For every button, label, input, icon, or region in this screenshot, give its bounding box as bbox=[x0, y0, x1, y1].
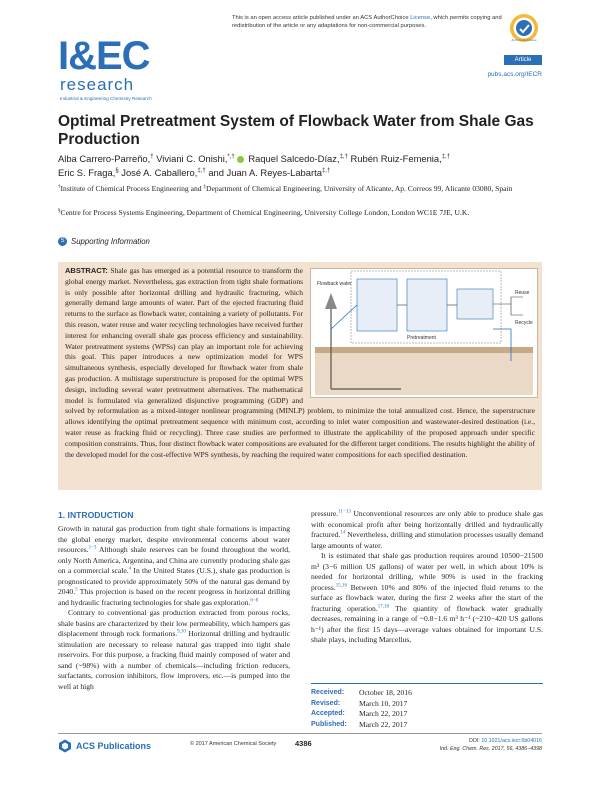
author-mark: ‡,† bbox=[339, 153, 348, 160]
toc-label: Pretreatment bbox=[407, 335, 436, 341]
open-access-note bbox=[232, 14, 507, 30]
author-name[interactable]: Eric S. Fraga, bbox=[58, 167, 116, 178]
acs-hexagon-icon bbox=[58, 739, 72, 753]
author-mark: ‡,† bbox=[441, 153, 451, 160]
date-value: March 22, 2017 bbox=[359, 709, 408, 719]
body-column-right bbox=[311, 509, 543, 646]
author-name[interactable]: and Juan A. Reyes-Labarta bbox=[208, 167, 322, 178]
date-row bbox=[311, 688, 543, 699]
date-value: March 10, 2017 bbox=[359, 698, 408, 708]
orcid-icon[interactable] bbox=[237, 156, 244, 163]
citation-link[interactable]: 5 bbox=[75, 587, 78, 593]
toc-label: Recycle bbox=[515, 320, 533, 326]
aff-mark: † bbox=[58, 184, 61, 190]
journal-url-link[interactable]: pubs.acs.org/IECR bbox=[487, 71, 542, 78]
citation-link[interactable]: 17,18 bbox=[377, 603, 389, 609]
supporting-info-link[interactable] bbox=[58, 237, 150, 246]
footer-divider bbox=[58, 733, 542, 734]
author-name[interactable]: Raquel Salcedo-Díaz, bbox=[248, 153, 340, 164]
journal-logo-subtitle: Industrial & Engineering Chemistry Research bbox=[60, 96, 152, 101]
citation-link[interactable]: 11−13 bbox=[338, 509, 351, 515]
citation-link[interactable]: 15,16 bbox=[335, 582, 347, 588]
abstract-label: ABSTRACT: bbox=[65, 266, 108, 275]
paragraph: Growth in natural gas production from tight shale formations is impacting the global energy market, despite environmental concerns about water resources.$^{1-3}$ Although shale reserves can be found throughout the world, only North America, Argentina, and China are currently producing shale gas on a commercial scale.$^4$ In the United States (U.S.), shale gas production is prognosticated to provide approximately 50% of the natural gas demand by 2040.$^5$ This projection is based on the recent progress in horizontal drilling and hydraulic fracturing technologies for shale gas exploration.$^{6-8}$ bbox=[58, 524, 291, 607]
affiliation-2 bbox=[58, 208, 543, 218]
doi-citation bbox=[430, 738, 542, 753]
citation-link[interactable]: 1−3 bbox=[88, 545, 97, 551]
affiliation-1 bbox=[58, 184, 543, 194]
page-number: 4386 bbox=[295, 739, 312, 748]
aff-mark: ‡ bbox=[203, 184, 206, 190]
date-row bbox=[311, 699, 543, 710]
date-row bbox=[311, 709, 543, 720]
abstract-body: Shale gas has emerged as a potential resource to transform the global energy market. Nevertheless, gas extraction from tight shale formations is only possible after horizontal drilling and hydraulic fracturing, which generally demand large amounts of water. Part of the ejected fracturing fluid returns to the surface as flowback water, containing a variety of pollutants. For this reason, water reuse and water recycling technologies have received further interest for enhancing overall shale gas process efficiency and sustainability. Water pretreatment systems (WPSs) can play an important role for achieving this goal. This paper introduces a new optimization model for WPS simultaneous synthesis, especially developed for flowback water from shale gas production. A multistage superstructure is proposed for the optimal WPS design, including several water pretreatment alternatives. The mathematical model is formulated via generalized disjunctive programming (GDP) and solved by reformulation as a mixed-integer nonlinear programming (MINLP) problem, to minimize the total annualized cost. Hence, the superstructure allows identifying the optimal pretreatment sequence with minimum cost, according to inlet water composition and wastewater-desired destination (i.e., water reuse as fracking fluid or recycling). Three case studies are performed to illustrate the applicability of the proposed approach under specific composition constraints. Thus, four distinct flowback water compositions are evaluated for the different target conditions. The results highlight the ability of the developed model for the cost-effective WPS synthesis, by reaching the required water compositions for each specified destination. bbox=[65, 266, 535, 459]
publisher-name: ACS Publications bbox=[76, 741, 152, 751]
open-access-suffix: , which permits copying and redistribution of the article or any adaptations for non-commercial purposes. bbox=[232, 15, 502, 29]
author-mark: *,† bbox=[227, 153, 235, 160]
aff-text: Institute of Chemical Process Engineering and bbox=[60, 184, 204, 193]
date-value: October 18, 2016 bbox=[359, 688, 412, 697]
date-label: Published: bbox=[311, 720, 347, 728]
date-label: Received: bbox=[311, 689, 345, 696]
badge-label: ACS AuthorChoice bbox=[511, 38, 537, 42]
toc-box-3 bbox=[457, 289, 493, 319]
toc-label: Reuse bbox=[515, 290, 530, 296]
toc-label: Flowback water bbox=[317, 281, 352, 287]
supporting-info-label: Supporting Information bbox=[71, 237, 150, 246]
citation-link[interactable]: 6−8 bbox=[250, 597, 259, 603]
authorchoice-badge-icon bbox=[509, 13, 539, 43]
doi-link[interactable]: 10.1021/acs.iecr.6b04016 bbox=[481, 738, 542, 744]
article-title: Optimal Pretreatment System of Flowback Water from Shale Gas Production bbox=[58, 113, 534, 148]
doi-line: DOI: 10.1021/acs.iecr.6b04016 bbox=[468, 738, 542, 744]
date-label: Accepted: bbox=[311, 710, 345, 718]
paragraph: It is estimated that shale gas production requires around 10500−21500 m³ (3−6 million US gallons) of water per well, in which about 10% is needed for horizontal drilling, while 90% is used in the fracking process.$^{15,16}$ Between 10% and 80% of the injected fluid returns to the surface as flowback water, during the first 2 weeks after the start of the fracturing operation.$^{17,18}$ The quantity of flowback water gradually decreases, remaining in a range of ~0.8−1.6 m³ h⁻¹ (~210−420 US gallons h⁻¹) after the first 15 days—average values obtained for important U.S. shale plays, including Marcellus, bbox=[311, 551, 543, 644]
section-heading-introduction: 1. INTRODUCTION bbox=[58, 510, 134, 520]
date-row bbox=[311, 720, 543, 731]
date-label: Revised: bbox=[311, 699, 341, 707]
citation-link[interactable]: 14 bbox=[340, 530, 346, 536]
author-name[interactable]: José A. Caballero, bbox=[121, 167, 198, 178]
author-mark: † bbox=[150, 153, 154, 160]
journal-logo-research: research bbox=[60, 75, 135, 94]
author-mark: ‡,† bbox=[197, 167, 206, 174]
license-link[interactable]: License bbox=[410, 15, 431, 21]
copyright-notice: © 2017 American Chemical Society bbox=[190, 741, 277, 747]
aff-text: Centre for Process Systems Engineering, Department of Chemical Engineering, University College London, London WC1E 7JE, U.K. bbox=[60, 208, 470, 217]
paragraph: pressure.$^{11-13}$ Unconventional resources are only able to produce shale gas with economical profit after being horizontally drilled and hydraulically fractured.$^{14}$ Nevertheless, drilling and stimulation processes usually demand large amounts of water. bbox=[311, 509, 543, 550]
paragraph: Contrary to conventional gas production extracted from porous rocks, shale basins are characterized by their low permeability, which hampers gas displacement through rock formations.$^{9,10}$ Horizontal drilling and hydraulic stimulation are necessary to release natural gas trapped into tight shale reservoirs. For this purpose, a fracking fluid mainly composed of water and sand (~98%) with a number of chemicals—including friction reducers, surfactants, corrosion inhibitors, flow improvers, etc.—is pumped into the well at high bbox=[58, 608, 290, 691]
abstract-box bbox=[58, 262, 542, 490]
author-name[interactable]: Viviani C. Onishi, bbox=[156, 153, 228, 164]
author-name[interactable]: Rubén Ruiz-Femenia, bbox=[350, 153, 442, 164]
toc-box-1 bbox=[357, 279, 397, 331]
body-column-left bbox=[58, 524, 290, 692]
acs-publications-logo[interactable] bbox=[58, 739, 151, 753]
citation-link[interactable]: 4 bbox=[128, 566, 132, 572]
aff-mark: § bbox=[58, 208, 61, 214]
date-value: March 22, 2017 bbox=[359, 719, 408, 729]
aff-text: Department of Chemical Engineering, University of Alicante, Ap. Correos 99, Alicante 03080, Spain bbox=[205, 184, 513, 193]
journal-logo-main: I&EC bbox=[58, 34, 150, 78]
publication-dates bbox=[311, 683, 543, 730]
open-access-prefix: This is an open access article published under an ACS AuthorChoice bbox=[232, 15, 411, 21]
toc-box-2 bbox=[407, 279, 447, 331]
citation-link[interactable]: 9,10 bbox=[177, 629, 186, 635]
author-mark: ‡,† bbox=[321, 167, 331, 174]
supporting-info-icon: S bbox=[58, 237, 67, 246]
citation-line: Ind. Eng. Chem. Res. 2017, 56, 4386−4398 bbox=[439, 745, 542, 752]
author-list bbox=[58, 152, 538, 180]
article-type-tag: Article bbox=[504, 55, 542, 65]
toc-graphic bbox=[310, 268, 538, 398]
author-mark: § bbox=[115, 167, 119, 174]
author-name[interactable]: Alba Carrero-Parreño, bbox=[58, 153, 151, 164]
